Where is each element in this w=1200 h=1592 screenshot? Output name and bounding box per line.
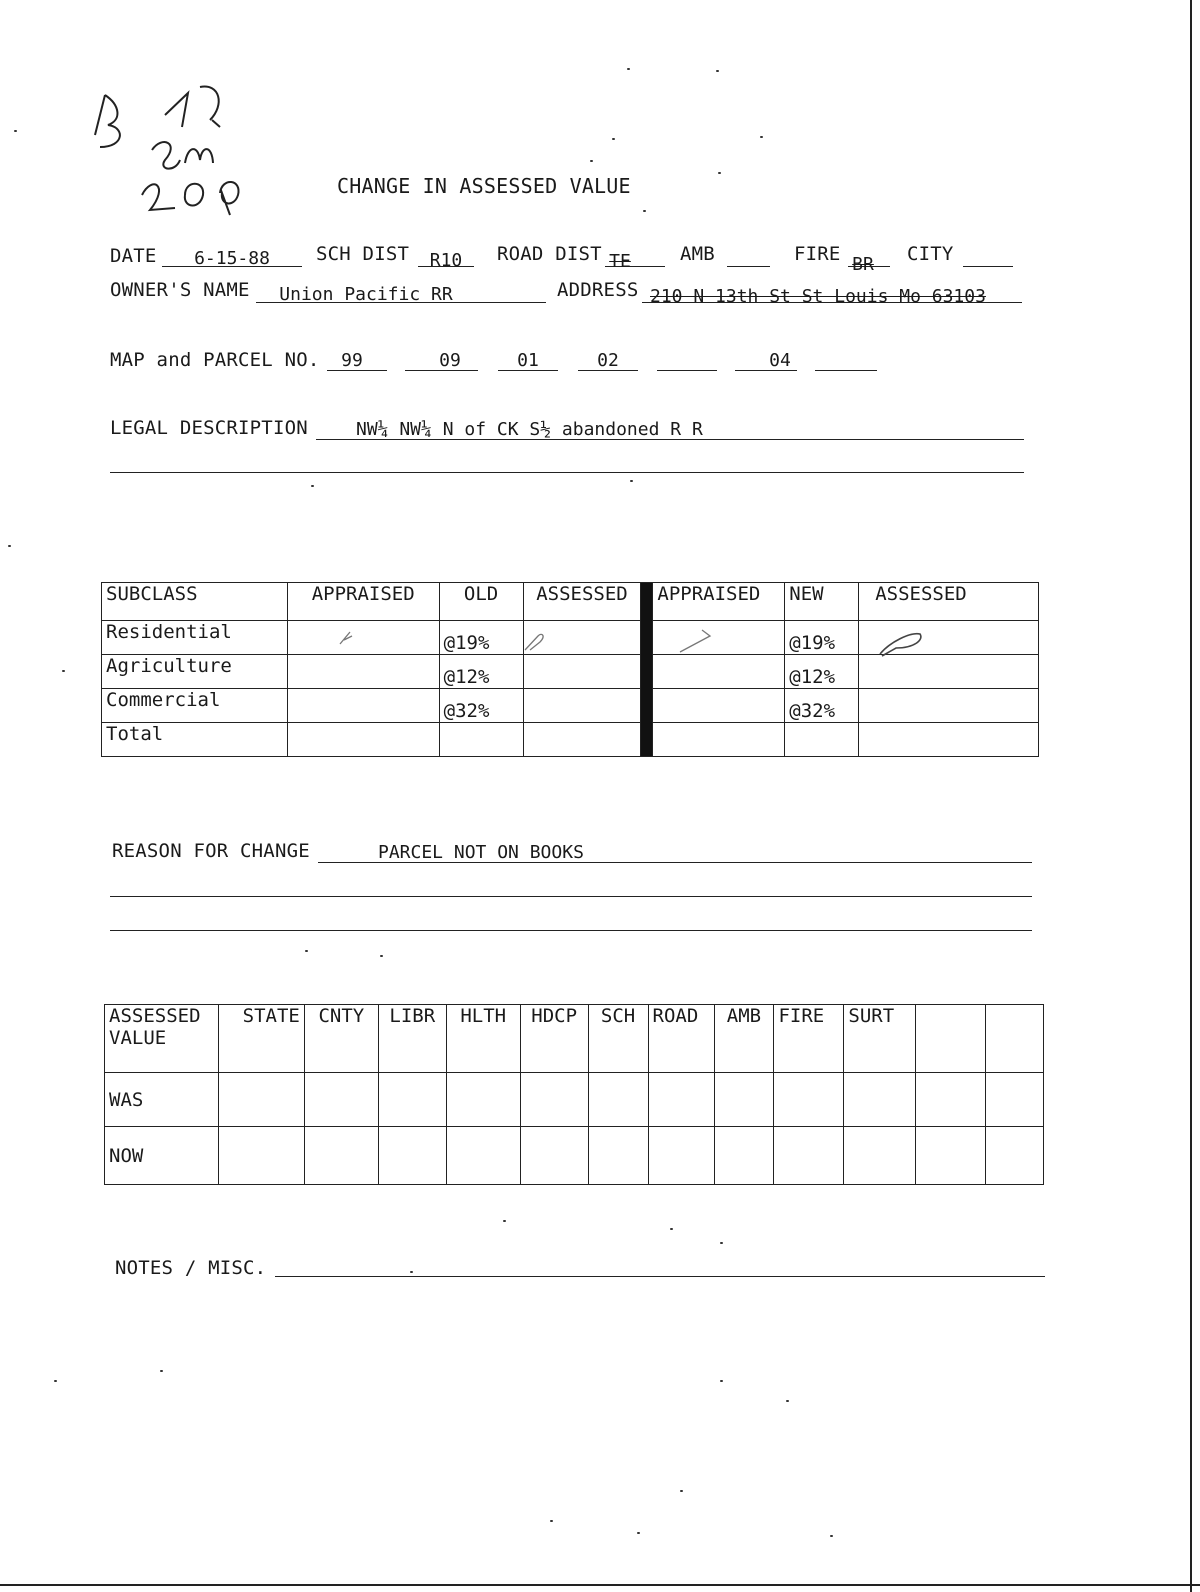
subclass-cell: Residential	[102, 621, 288, 655]
value-cell	[520, 1073, 588, 1127]
reason-label: REASON FOR CHANGE	[112, 840, 310, 862]
value-cell	[218, 1073, 304, 1127]
row-label-was: WAS	[105, 1073, 219, 1127]
reason-line-3	[110, 930, 1032, 931]
address-label: ADDRESS	[557, 279, 639, 301]
parcel-part-1: 99	[341, 350, 363, 371]
fire-label: FIRE	[794, 243, 841, 265]
assessed-value-header-line1: ASSESSED	[109, 1005, 201, 1027]
value-cell	[714, 1127, 774, 1185]
col-cnty: CNTY	[304, 1005, 378, 1073]
fire-value: BR	[852, 254, 874, 275]
parcel-line-5	[657, 370, 717, 371]
new-rate-cell: @32%	[785, 689, 859, 723]
old-assessed-cell	[523, 723, 641, 757]
col-road: ROAD	[648, 1005, 714, 1073]
road-dist-value: TE	[609, 251, 631, 272]
notes-line	[275, 1276, 1045, 1277]
value-cell	[648, 1073, 714, 1127]
assessed-value-header	[105, 1005, 219, 1073]
parcel-part-4: 02	[597, 350, 619, 371]
header-new-assessed: ASSESSED	[859, 583, 1039, 621]
value-cell	[916, 1127, 986, 1185]
reason-line-2	[110, 896, 1032, 897]
value-cell	[714, 1073, 774, 1127]
subclass-cell: Total	[102, 723, 288, 757]
col-fire: FIRE	[774, 1005, 844, 1073]
table-row	[105, 1127, 1044, 1185]
table-black-divider	[641, 583, 653, 757]
header-old-appraised: APPRAISED	[287, 583, 439, 621]
col-blank-1	[916, 1005, 986, 1073]
table-row	[102, 689, 1039, 723]
new-appraised-cell	[653, 723, 785, 757]
value-cell	[588, 1073, 648, 1127]
assessed-value-table	[104, 1004, 1044, 1185]
value-cell	[844, 1127, 916, 1185]
owner-value: Union Pacific RR	[279, 284, 453, 305]
subclass-cell: Commercial	[102, 689, 288, 723]
date-label: DATE	[110, 245, 157, 267]
value-cell	[916, 1073, 986, 1127]
subclass-cell: Agriculture	[102, 655, 288, 689]
sch-dist-label: SCH DIST	[316, 243, 410, 265]
reason-value: PARCEL NOT ON BOOKS	[378, 842, 584, 863]
old-rate-cell: @12%	[439, 655, 523, 689]
pencil-marks	[330, 622, 950, 662]
value-cell	[378, 1073, 446, 1127]
col-hlth: HLTH	[446, 1005, 520, 1073]
header-new-appraised: APPRAISED	[653, 583, 785, 621]
owner-label: OWNER'S NAME	[110, 279, 250, 301]
amb-line	[727, 266, 770, 267]
new-appraised-cell	[653, 689, 785, 723]
header-old: OLD	[439, 583, 523, 621]
value-cell	[446, 1127, 520, 1185]
value-cell	[986, 1073, 1044, 1127]
new-rate-cell: @19%	[785, 621, 859, 655]
new-assessed-cell	[859, 723, 1039, 757]
value-cell	[774, 1073, 844, 1127]
assessed-value-header-line2: VALUE	[109, 1027, 167, 1049]
page-edge-bottom	[0, 1584, 1200, 1586]
value-cell	[218, 1127, 304, 1185]
value-cell	[844, 1073, 916, 1127]
old-appraised-cell	[287, 723, 439, 757]
old-rate-cell: @32%	[439, 689, 523, 723]
parcel-part-3: 01	[517, 350, 539, 371]
col-blank-2	[986, 1005, 1044, 1073]
legal-value: NW¼ NW¼ N of CK S½ abandoned R R	[356, 419, 703, 440]
row-label-now: NOW	[105, 1127, 219, 1185]
city-label: CITY	[907, 243, 954, 265]
header-old-assessed: ASSESSED	[523, 583, 641, 621]
value-cell	[378, 1127, 446, 1185]
parcel-label: MAP and PARCEL NO.	[110, 349, 320, 371]
value-cell	[588, 1127, 648, 1185]
old-rate-cell: @19%	[439, 621, 523, 655]
value-cell	[648, 1127, 714, 1185]
parcel-line-7	[815, 370, 877, 371]
col-sch: SCH	[588, 1005, 648, 1073]
col-hdcp: HDCP	[520, 1005, 588, 1073]
value-cell	[520, 1127, 588, 1185]
parcel-part-2: 09	[439, 350, 461, 371]
notes-label: NOTES / MISC.	[115, 1257, 267, 1279]
assessment-table	[101, 582, 1039, 757]
value-cell	[304, 1127, 378, 1185]
city-line	[963, 266, 1013, 267]
old-assessed-cell	[523, 689, 641, 723]
old-appraised-cell	[287, 689, 439, 723]
table-row	[105, 1073, 1044, 1127]
handwritten-note	[70, 75, 260, 225]
new-rate-cell: @12%	[785, 655, 859, 689]
col-amb: AMB	[714, 1005, 774, 1073]
page-edge-right	[1190, 0, 1192, 1592]
legal-line-2	[110, 472, 1024, 473]
new-rate-cell	[785, 723, 859, 757]
value-cell	[304, 1073, 378, 1127]
date-value: 6-15-88	[194, 248, 270, 269]
amb-label: AMB	[680, 243, 715, 265]
form-title: CHANGE IN ASSESSED VALUE	[337, 174, 631, 198]
parcel-part-6: 04	[769, 350, 791, 371]
legal-label: LEGAL DESCRIPTION	[110, 417, 308, 439]
header-new: NEW	[785, 583, 859, 621]
col-libr: LIBR	[378, 1005, 446, 1073]
col-state: STATE	[218, 1005, 304, 1073]
road-dist-label: ROAD DIST	[497, 243, 602, 265]
address-value: 210 N 13th St St Louis Mo 63103	[650, 286, 986, 307]
new-assessed-cell	[859, 689, 1039, 723]
sch-dist-value: R10	[429, 250, 463, 271]
old-rate-cell	[439, 723, 523, 757]
value-cell	[774, 1127, 844, 1185]
header-subclass: SUBCLASS	[102, 583, 288, 621]
table-row	[102, 723, 1039, 757]
value-cell	[986, 1127, 1044, 1185]
value-cell	[446, 1073, 520, 1127]
col-surt: SURT	[844, 1005, 916, 1073]
